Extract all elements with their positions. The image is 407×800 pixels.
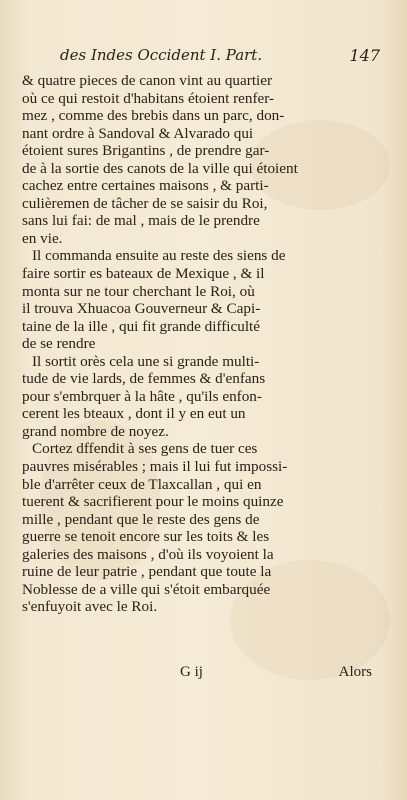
- text-line: ruine de leur patrie , pendant que toute la: [22, 563, 272, 581]
- text-line: Cortez dffendit à ses gens de tuer ces: [32, 440, 258, 458]
- catchword: Alors: [338, 664, 372, 680]
- text-line: de se rendre: [22, 335, 96, 353]
- text-line: de à la sortie des canots de la ville qui étoient: [22, 159, 298, 177]
- text-line: ble d'arrêter ceux de Tlaxcallan , qui en: [22, 475, 262, 493]
- text-line: s'enfuyoit avec le Roi.: [22, 598, 158, 616]
- text-line: Noblesse de a ville qui s'étoit embarquée: [22, 580, 271, 598]
- text-line: pour s'embrquer à la hâte , qu'ils enfon-: [22, 387, 262, 405]
- text-line: galeries des maisons , d'où ils voyoient la: [22, 545, 274, 563]
- running-title: des Indes Occident I. Part.: [60, 46, 263, 64]
- text-line: étoient sures Brigantins , de prendre gar-: [22, 142, 270, 160]
- text-line: pauvres misérables ; mais il lui fut impossi-: [22, 458, 288, 476]
- text-line: grand nombre de noyez.: [22, 422, 169, 440]
- text-line: mille , pendant que le reste des gens de: [22, 510, 260, 528]
- text-line: où ce qui restoit d'habitans étoient renfer-: [22, 89, 275, 107]
- text-line: tude de vie lards, de femmes & d'enfans: [22, 370, 266, 388]
- page-header: [60, 46, 380, 72]
- text-line: mez , comme des brebis dans un parc, don-: [22, 107, 285, 125]
- text-line: Il commanda ensuite au reste des siens de: [32, 247, 286, 265]
- text-line: faire sortir es bateaux de Mexique , & il: [22, 265, 265, 283]
- text-line: tuerent & sacrifierent pour le moins quinze: [22, 493, 284, 511]
- text-line: monta sur ne tour cherchant le Roi, où: [22, 282, 255, 300]
- text-line: sans lui fai: de mal , mais de le prendre: [22, 212, 260, 230]
- text-line: en vie.: [22, 229, 63, 247]
- page-number: 147: [349, 46, 380, 65]
- text-line: cachez entre certaines maisons , & parti-: [22, 177, 269, 195]
- text-line: cerent les bteaux , dont il y en eut un: [22, 405, 246, 423]
- text-line: guerre se tenoit encore sur les toits & les: [22, 528, 270, 546]
- page-footer: [22, 664, 374, 684]
- signature-mark: G ij: [180, 664, 203, 680]
- text-line: il trouva Xhuacoa Gouverneur & Capi-: [22, 300, 261, 318]
- text-line: nant ordre à Sandoval & Alvarado qui: [22, 124, 254, 142]
- body-text: [22, 72, 374, 616]
- text-line: & quatre pieces de canon vint au quartier: [22, 72, 273, 89]
- text-line: Il sortit orès cela une si grande multi-: [32, 352, 260, 370]
- text-line: taine de la ille , qui fit grande difficulté: [22, 317, 260, 335]
- text-line: culièremen de tâcher de se saisir du Roi,: [22, 194, 268, 212]
